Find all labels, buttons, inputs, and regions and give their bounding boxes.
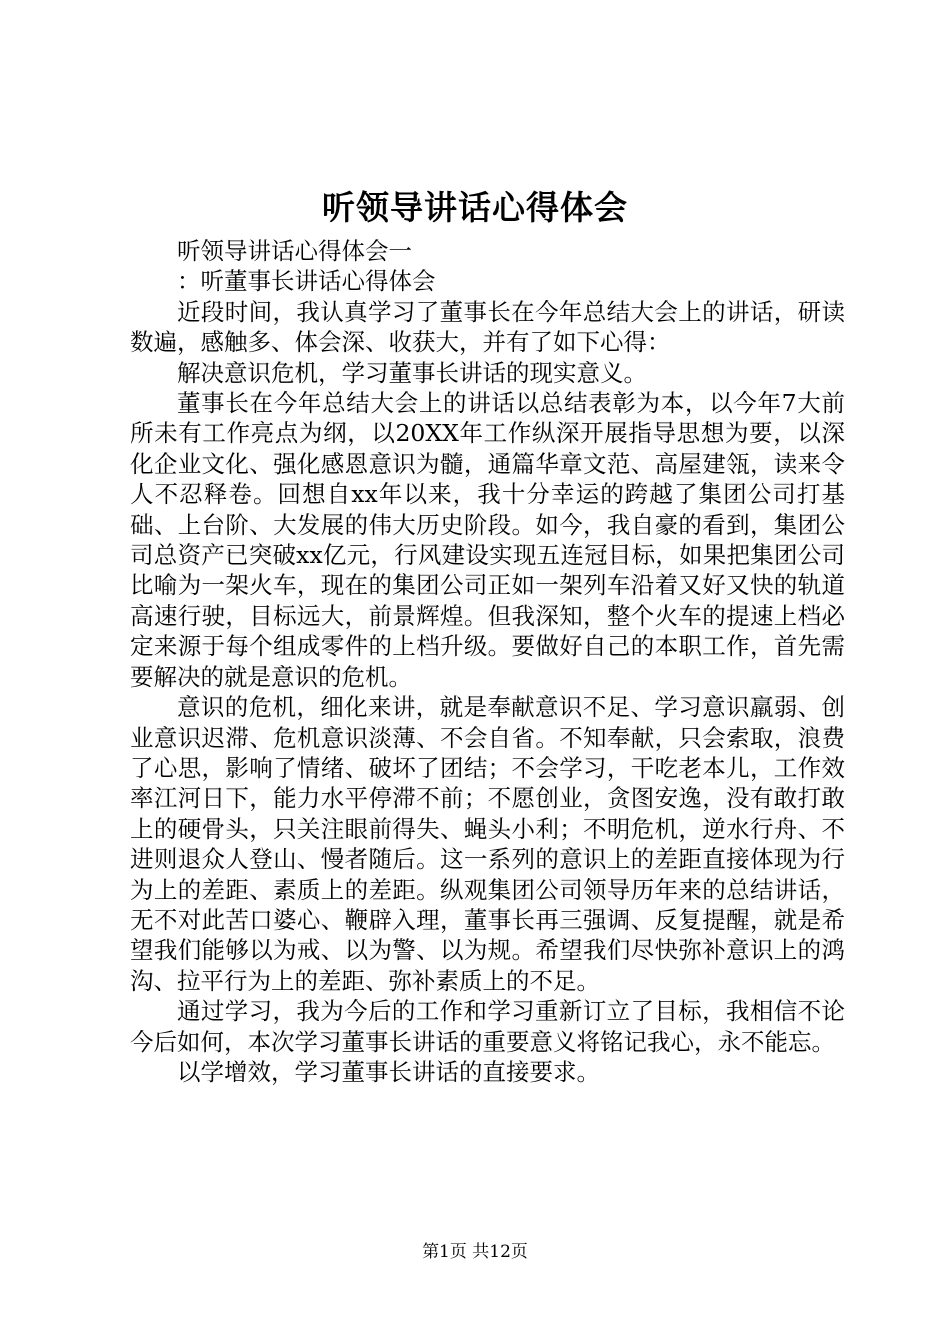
subsection-heading: ：听董事长讲话心得体会	[177, 267, 436, 296]
paragraph-chairman-speech: 董事长在今年总结大会上的讲话以总结表彰为本，以今年7大前所未有工作亮点为纲，以20XX年工作纵深开展指导思想为要，以深化企业文化、强化感恩意识为髓，通篇华章文范、高屋建瓴，读来令人不忍释卷。回想自xx年以来，我十分幸运的跨越了集团公司打基础、上台阶、大发展的伟大历史阶段。如今，我自豪的看到，集团公司总资产已突破xx亿元，行风建设实现五连冠目标，如果把集团公司比喻为一架火车，现在的集团公司正如一架列车沿着又好又快的轨道高速行驶，目标远大，前景辉煌。但我深知，整个火车的提速上档必定来源于每个组成零件的上档升级。要做好自己的本职工作，首先需要解决的就是意识的危机。	[130, 389, 845, 691]
page-number-footer: 第1页 共12页	[422, 1242, 528, 1262]
paragraph-point-two: 以学增效，学习董事长讲话的直接要求。	[177, 1057, 600, 1086]
paragraph-awareness-crisis: 意识的危机，细化来讲，就是奉献意识不足、学习意识羸弱、创业意识迟滞、危机意识淡薄、不会自省。不知奉献，只会索取，浪费了心思，影响了情绪、破坏了团结；不会学习，干吃老本儿，工作效率江河日下，能力水平停滞不前；不愿创业，贪图安逸，没有敢打敢上的硬骨头，只关注眼前得失、蝇头小利；不明危机，逆水行舟、不进则退众人登山、慢者随后。这一系列的意识上的差距直接体现为行为上的差距、素质上的差距。纵观集团公司领导历年来的总结讲话，无不对此苦口婆心、鞭辟入理，董事长再三强调、反复提醒，就是希望我们能够以为戒、以为警、以为规。希望我们尽快弥补意识上的鸿沟、拉平行为上的差距、弥补素质上的不足。	[130, 693, 845, 995]
document-body	[130, 236, 845, 1087]
document-title: 听领导讲话心得体会	[322, 188, 628, 227]
paragraph-goals: 通过学习，我为今后的工作和学习重新订立了目标，我相信不论今后如何，本次学习董事长讲话的重要意义将铭记我心，永不能忘。	[130, 997, 845, 1056]
section-heading: 听领导讲话心得体会一	[177, 237, 412, 265]
paragraph-intro: 近段时间，我认真学习了董事长在今年总结大会上的讲话，研读数遍，感触多、体会深、收获大，并有了如下心得：	[130, 297, 845, 357]
paragraph-point-one: 解决意识危机，学习董事长讲话的现实意义。	[177, 358, 647, 387]
